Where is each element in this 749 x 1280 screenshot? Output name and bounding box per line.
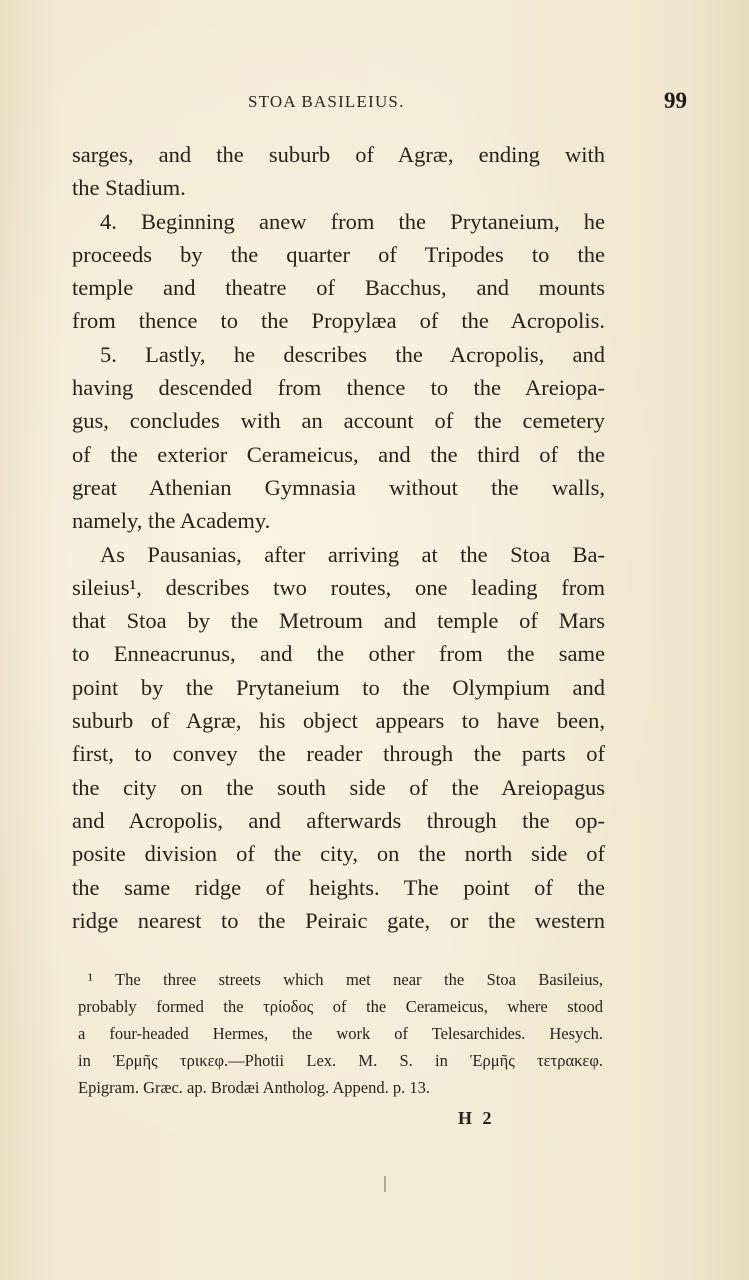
footnote-line: probably formed the τρίοδος of the Cerameicus, where stood: [78, 997, 603, 1016]
body-line: to Enneacrunus, and the other from the same: [72, 641, 605, 667]
body-line: sileius¹, describes two routes, one leading from: [72, 574, 605, 600]
footnote: [78, 966, 603, 1101]
body-line: sarges, and the suburb of Agræ, ending with: [72, 142, 605, 167]
paper-speck: [384, 1176, 386, 1192]
footnote-line: in Ἑρμῆς τρικεφ.—Photii Lex. M. S. in Ἑρμῆς τετρακεφ.: [78, 1051, 603, 1070]
body-line: having descended from thence to the Areiopa-: [72, 375, 605, 401]
body-line: 5. Lastly, he describes the Acropolis, and: [100, 341, 605, 367]
body-line: from thence to the Propylæa of the Acropolis.: [72, 308, 605, 334]
footnote-line: a four-headed Hermes, the work of Telesarchides. Hesych.: [78, 1024, 603, 1043]
body-line: first, to convey the reader through the parts of: [72, 741, 605, 767]
body-line: the same ridge of heights. The point of the: [72, 874, 605, 900]
body-line: the Stadium.: [72, 175, 186, 201]
body-text: [72, 138, 605, 937]
body-line: point by the Prytaneium to the Olympium and: [72, 674, 605, 700]
body-line: great Athenian Gymnasia without the walls,: [72, 474, 605, 500]
running-title: STOA BASILEIUS.: [248, 92, 405, 111]
footnote-line: Epigram. Græc. ap. Brodæi Antholog. Append. p. 13.: [78, 1078, 430, 1097]
body-line: temple and theatre of Bacchus, and mounts: [72, 275, 605, 301]
body-line: proceeds by the quarter of Tripodes to the: [72, 241, 605, 267]
signature-mark: H 2: [458, 1108, 495, 1128]
body-line: the city on the south side of the Areiopagus: [72, 774, 605, 800]
page-number: 99: [664, 88, 687, 113]
body-line: 4. Beginning anew from the Prytaneium, he: [100, 208, 605, 234]
body-line: that Stoa by the Metroum and temple of Mars: [72, 608, 605, 634]
running-head: [0, 90, 749, 120]
body-line: posite division of the city, on the north side of: [72, 841, 605, 867]
body-line: gus, concludes with an account of the cemetery: [72, 408, 605, 434]
body-line: and Acropolis, and afterwards through the op-: [72, 807, 605, 833]
body-line: ridge nearest to the Peiraic gate, or the western: [72, 907, 605, 933]
body-line: suburb of Agræ, his object appears to have been,: [72, 708, 605, 734]
body-line: namely, the Academy.: [72, 508, 271, 534]
footnote-line: ¹ The three streets which met near the Stoa Basileius,: [88, 970, 603, 989]
body-line: As Pausanias, after arriving at the Stoa Ba-: [100, 541, 605, 567]
body-line: of the exterior Cerameicus, and the third of the: [72, 441, 605, 467]
